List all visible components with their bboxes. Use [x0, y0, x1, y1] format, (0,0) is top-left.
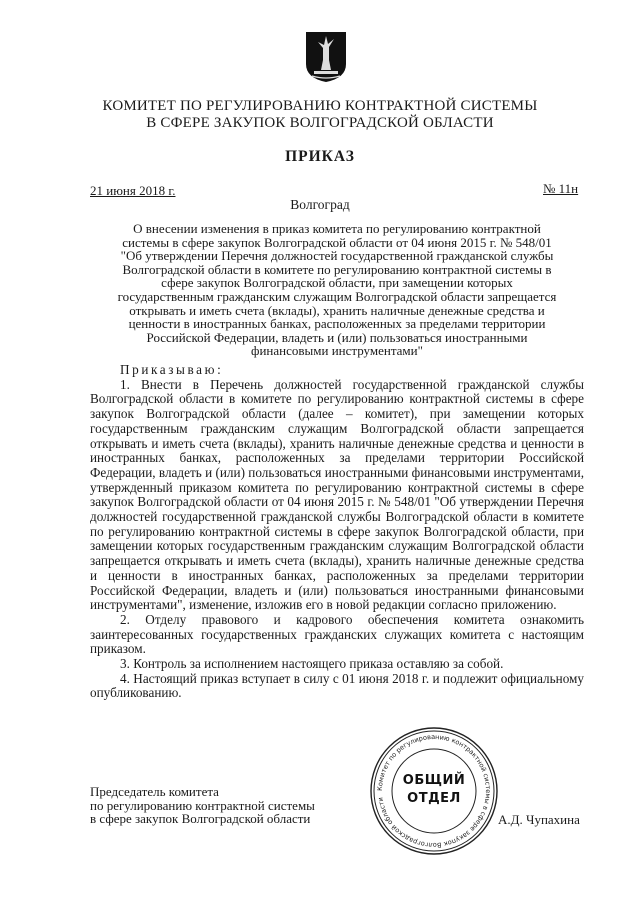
subject-line: сфере закупок Волгоградской области, при замещении которых [161, 275, 513, 291]
committee-name [0, 98, 640, 132]
subject-line: Волгоградской области в комитете по регулированию контрактной системы в [122, 261, 552, 277]
subject-line: ценности в иностранных банках, расположенных за пределами территории [128, 316, 546, 332]
stamp-line1: ОБЩИЙ [402, 773, 466, 788]
signer-position-line3: в сфере закупок Волгоградской области [90, 811, 311, 826]
signer-name: А.Д. Чупахина [498, 812, 580, 827]
subject-line: открывать и иметь счета (вклады), хранить наличные денежные средства и [129, 302, 545, 318]
order-item-3: 3. Контроль за исполнением настоящего приказа оставляю за собой. [120, 656, 504, 672]
committee-name-line2: В СФЕРЕ ЗАКУПОК ВОЛГОГРАДСКОЙ ОБЛАСТИ [146, 115, 494, 131]
document-city: Волгоград [290, 197, 350, 212]
document-type: ПРИКАЗ [285, 148, 355, 165]
document-body [90, 363, 584, 701]
subject-line: финансовыми инструментами" [251, 343, 423, 359]
stamp-line2: ОТДЕЛ [407, 791, 461, 806]
signer-position-line1: Председатель комитета [90, 784, 219, 799]
signer-position-line2: по регулированию контрактной системы [90, 797, 315, 813]
subject-line: Российской Федерации, владеть и (или) пользоваться иностранными [146, 329, 528, 345]
document-date: 21 июня 2018 г. [90, 183, 176, 198]
document-subject [92, 222, 582, 358]
volgograd-coat-of-arms-icon [304, 30, 348, 84]
document-number: № 11н [543, 181, 579, 196]
subject-line: государственным гражданским служащим Волгоградской области запрещается [117, 288, 557, 304]
stamp-ring-text: Комитет по регулированию контрактной системы в сфере закупок Волгоградской области [375, 732, 493, 850]
signer-position [90, 785, 315, 826]
order-item-1: 1. Внести в Перечень должностей государственной гражданской службы Волгоградской области в комитете по регулированию контрактной системы в сфере закупок Волгоградской области (далее – комитет), при замещении которых государственным гражданским служащим Волгоградской области запрещается открывать и иметь счета (вклады), хранить наличные денежные средства и ценности в иностранных банках, расположенных за пределами территории Российской Федерации, владеть и (или) пользоваться иностранными финансовыми инструментами, утвержденный приказом комитета по регулированию контрактной системы в сфере закупок Волгоградской области от 04 июня 2015 г. № 548/01 "Об утверждении Перечня должностей государственной гражданской службы Волгоградской области в комитете по регулированию контрактной системы в сфере закупок Волгоградской области, при замещении которых государственным гражданским служащим Волгоградской области запрещается открывать и иметь счета (вклады), хранить наличные денежные средства и ценности в иностранных банках, расположенных за пределами территории Российской Федерации, владеть и (или) пользоваться иностранными финансовыми инструментами", изменение, изложив его в новой редакции согласно приложению. [90, 376, 584, 613]
general-department-stamp [368, 725, 500, 857]
subject-line: системы в сфере закупок Волгоградской области от 04 июня 2015 г. № 548/01 [122, 234, 552, 250]
subject-line: О внесении изменения в приказ комитета по регулированию контрактной [133, 221, 541, 236]
subject-line: "Об утверждении Перечня должностей государственной гражданской службы [120, 248, 554, 264]
order-directive: Приказываю: [120, 362, 224, 377]
order-item-2: 2. Отделу правового и кадрового обеспечения комитета ознакомить заинтересованных государственных гражданских служащих комитета с настоящим приказом. [90, 611, 584, 657]
committee-name-line1: КОМИТЕТ ПО РЕГУЛИРОВАНИЮ КОНТРАКТНОЙ СИСТЕМЫ [102, 98, 538, 114]
order-item-4: 4. Настоящий приказ вступает в силу с 01 июня 2018 г. и подлежит официальному опубликованию. [90, 670, 584, 701]
